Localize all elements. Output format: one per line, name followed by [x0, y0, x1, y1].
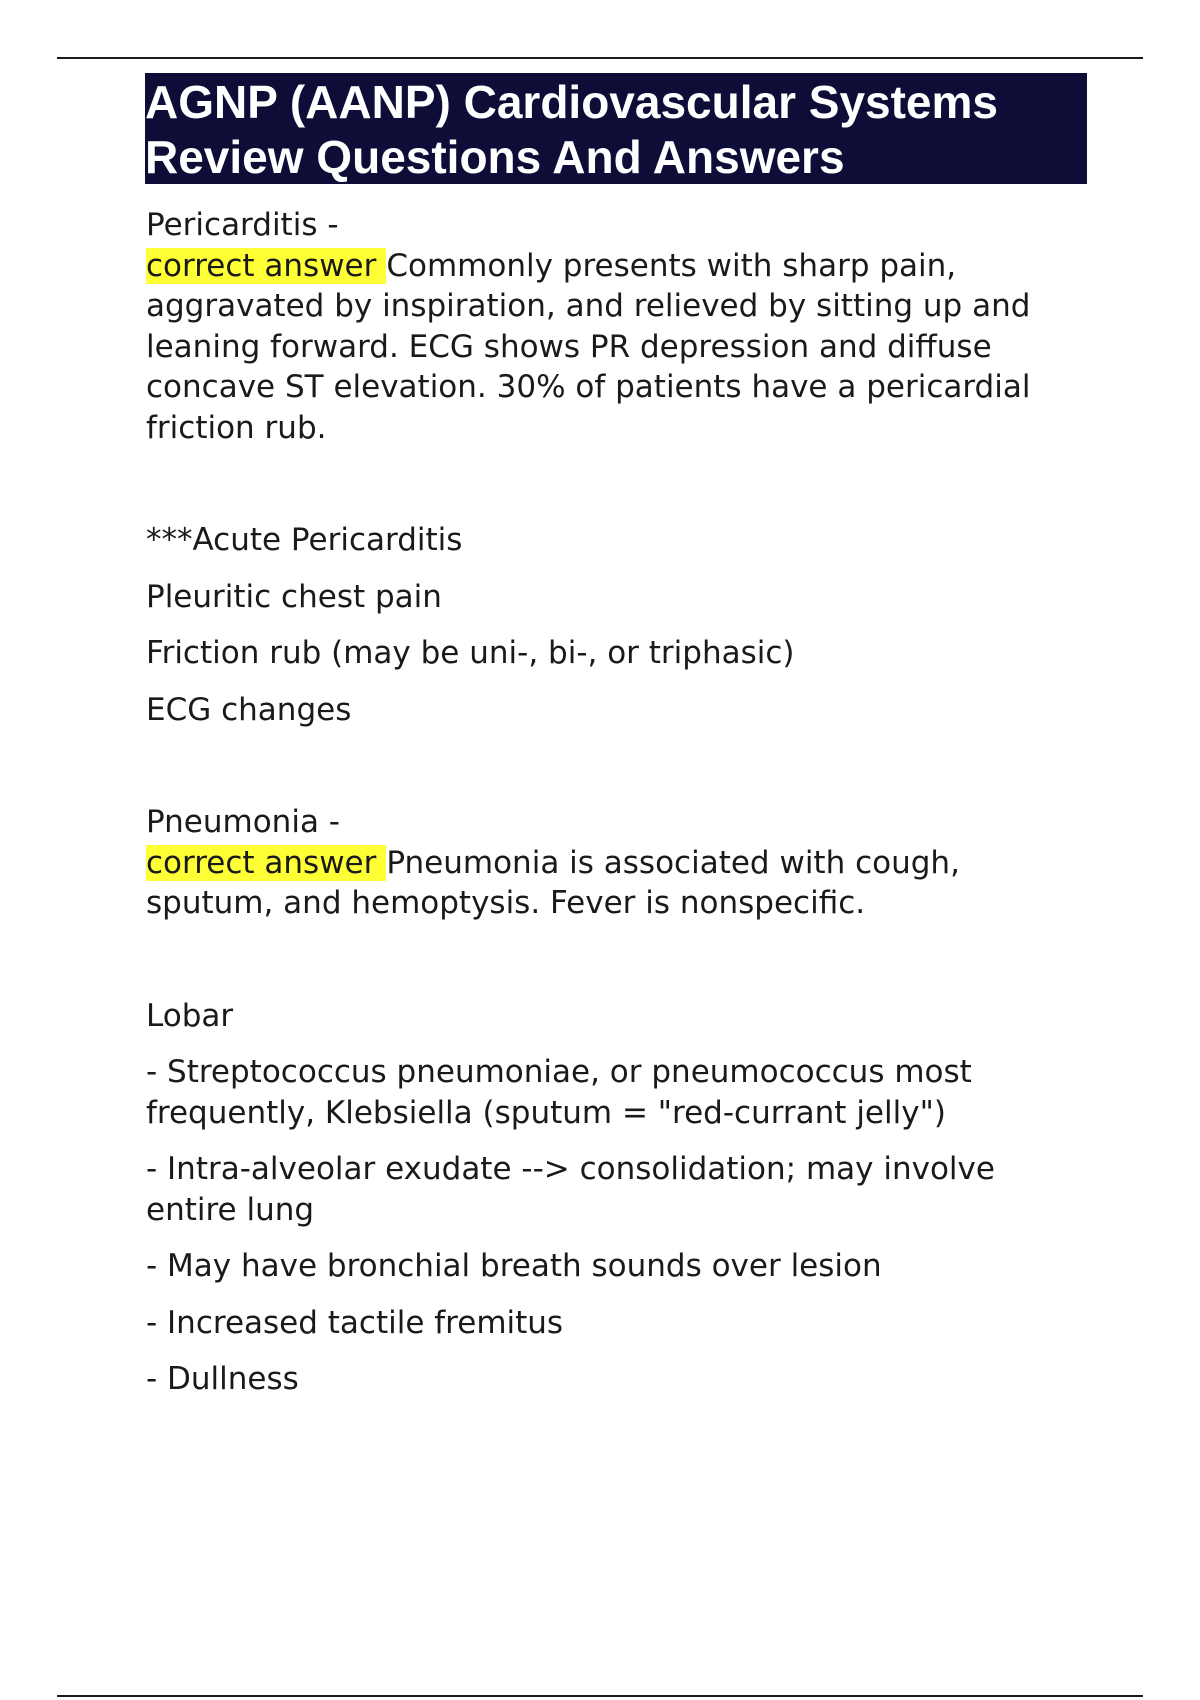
question-term: Pneumonia -: [146, 804, 340, 840]
bullet-item: [146, 1303, 1096, 1344]
correct-answer-highlight: correct answer: [146, 845, 386, 881]
answer-line: [146, 246, 1096, 287]
note-line: ECG changes: [146, 691, 352, 728]
bullet-item: [146, 1246, 1096, 1287]
bullet-line: entire lung: [146, 1191, 315, 1228]
note-line: Friction rub (may be uni-, bi-, or triphasic): [146, 635, 795, 671]
top-rule: [57, 57, 1143, 59]
note-heading: Lobar: [146, 997, 234, 1034]
bullet-line: - Dullness: [146, 1361, 299, 1397]
title-line-2: Review Questions And Answers: [145, 131, 845, 183]
answer-line: aggravated by inspiration, and relieved by sitting up and: [146, 288, 1031, 324]
bullet-line: - May have bronchial breath sounds over lesion: [146, 1248, 882, 1284]
answer-text: Pneumonia is associated with cough,: [386, 844, 960, 881]
bullet-line: - Intra-alveolar exudate --> consolidation; may involve: [146, 1151, 995, 1187]
bullet-line: - Streptococcus pneumoniae, or pneumococcus most: [146, 1054, 972, 1090]
bullet-line: - Increased tactile fremitus: [146, 1304, 564, 1341]
title-line-1: AGNP (AANP) Cardiovascular Systems: [145, 76, 998, 128]
answer-line: concave ST elevation. 30% of patients have a pericardial: [146, 369, 1031, 405]
document-title: [145, 73, 1087, 184]
qa-pneumonia: [146, 802, 1096, 1400]
answer-line: sputum, and hemoptysis. Fever is nonspecific.: [146, 885, 866, 921]
answer-line: leaning forward. ECG shows PR depression and diffuse: [146, 328, 992, 365]
answer-line: [146, 843, 1096, 884]
document-body: [146, 205, 1096, 1400]
bullet-line: frequently, Klebsiella (sputum = "red-currant jelly"): [146, 1094, 946, 1131]
bullet-item: [146, 1052, 1096, 1133]
bullet-item: [146, 1149, 1096, 1230]
answer-text: Commonly presents with sharp pain,: [386, 247, 957, 284]
note-line: Pleuritic chest pain: [146, 578, 442, 615]
question-term: Pericarditis -: [146, 207, 339, 243]
bullet-item: [146, 1359, 1096, 1400]
correct-answer-highlight: correct answer: [146, 248, 386, 284]
note-heading: ***Acute Pericarditis: [146, 522, 463, 558]
answer-line: friction rub.: [146, 409, 327, 446]
bottom-rule: [57, 1695, 1143, 1697]
qa-pericarditis: [146, 205, 1096, 730]
